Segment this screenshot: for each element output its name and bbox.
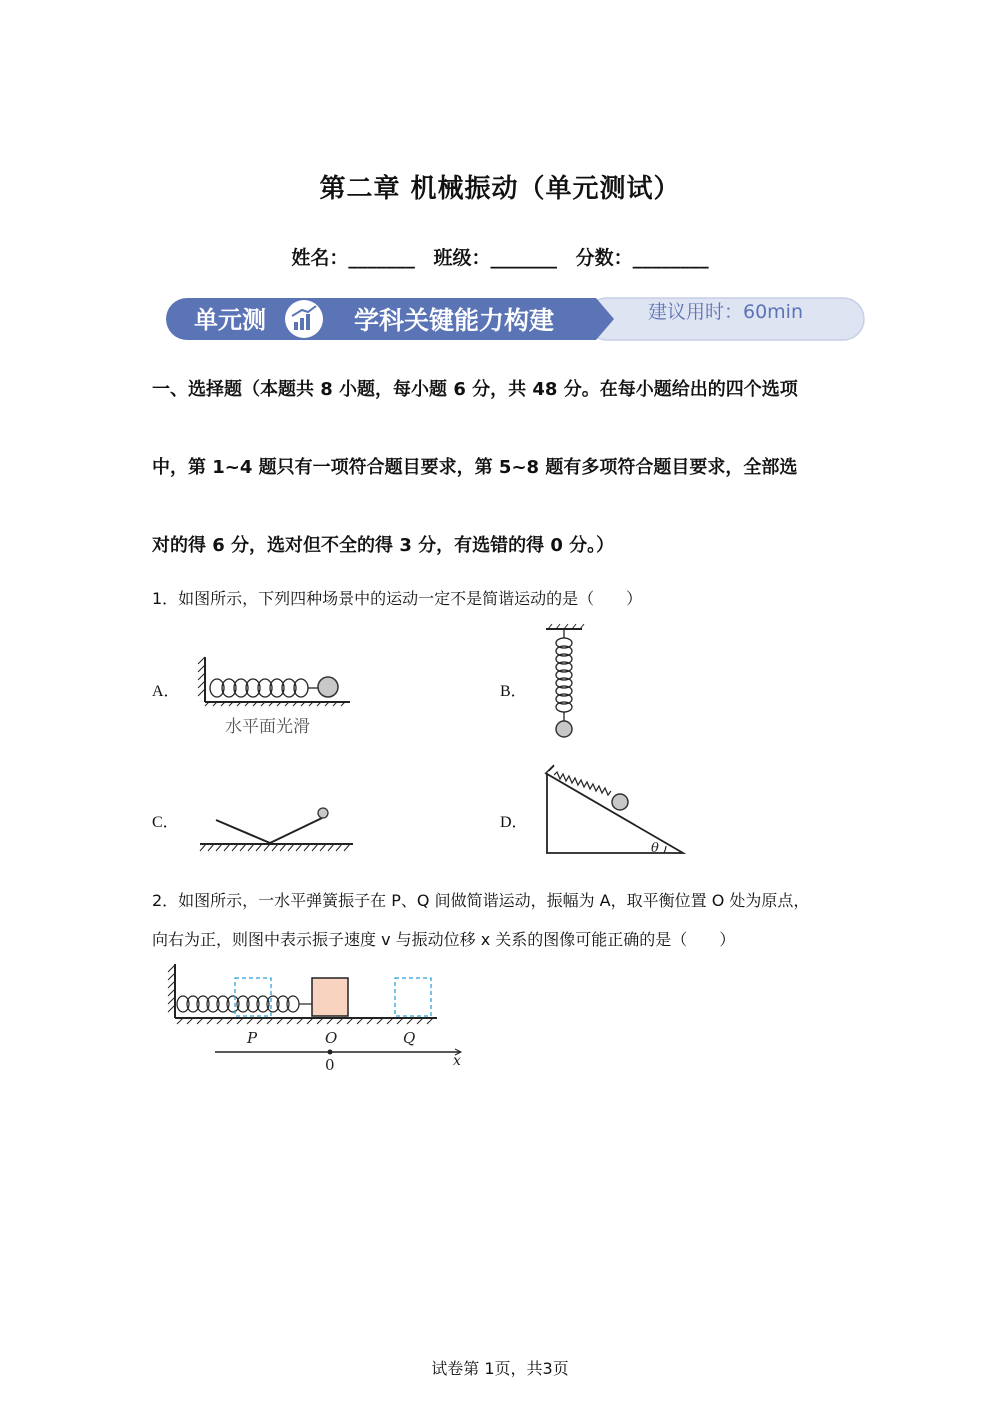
label-q: Q <box>403 1029 416 1047</box>
figure-a-caption: 水平面光滑 <box>225 717 310 737</box>
section-heading-line3: 对的得 6 分，选对但不全的得 3 分，有选错的得 0 分。） <box>152 535 615 556</box>
label-zero: 0 <box>325 1056 335 1074</box>
name-field[interactable]: 姓名：_______ <box>291 247 415 269</box>
banner-middle-text: 学科关键能力构建 <box>354 306 555 335</box>
question-2-line1: 2．如图所示，一水平弹簧振子在 P、Q 间做简谐运动，振幅为 A，取平衡位置 O 处为原点， <box>152 891 810 910</box>
score-field[interactable]: 分数：________ <box>575 247 709 269</box>
figure-d-spring-on-incline <box>540 762 690 858</box>
figure-d-angle-label: θ <box>651 841 659 856</box>
figure-c-v-incline <box>198 805 358 857</box>
page-title: 第二章 机械振动（单元测试） <box>319 174 681 204</box>
option-c-label[interactable]: C． <box>152 814 179 831</box>
figure-a-horizontal-spring <box>195 652 360 747</box>
option-a-label[interactable]: A． <box>152 683 180 700</box>
banner-left-text: 单元测 <box>194 306 266 334</box>
section-heading-line1: 一、选择题（本题共 8 小题，每小题 6 分，共 48 分。在每小题给出的四个选项 <box>152 379 798 400</box>
label-p: P <box>247 1029 258 1047</box>
label-o: O <box>325 1029 338 1047</box>
question-2-line2: 向右为正，则图中表示振子速度 v 与振动位移 x 关系的图像可能正确的是（ ） <box>152 930 736 949</box>
label-x-axis: x <box>453 1053 461 1069</box>
option-b-label[interactable]: B． <box>500 683 527 700</box>
student-info <box>0 243 1000 270</box>
banner-time-text: 建议用时：60min <box>648 301 804 323</box>
question-1-stem: 1．如图所示，下列四种场景中的运动一定不是简谐运动的是（ ） <box>152 589 643 608</box>
page-footer: 试卷第 1页，共3页 <box>431 1359 569 1378</box>
class-field[interactable]: 班级：_______ <box>433 247 557 269</box>
section-heading-line2: 中，第 1~4 题只有一项符合题目要求，第 5~8 题有多项符合题目要求，全部选 <box>152 457 798 478</box>
section-banner <box>166 296 866 342</box>
figure-b-vertical-spring <box>540 622 590 742</box>
figure-q2-oscillator <box>165 962 470 1074</box>
option-d-label[interactable]: D． <box>500 814 528 831</box>
